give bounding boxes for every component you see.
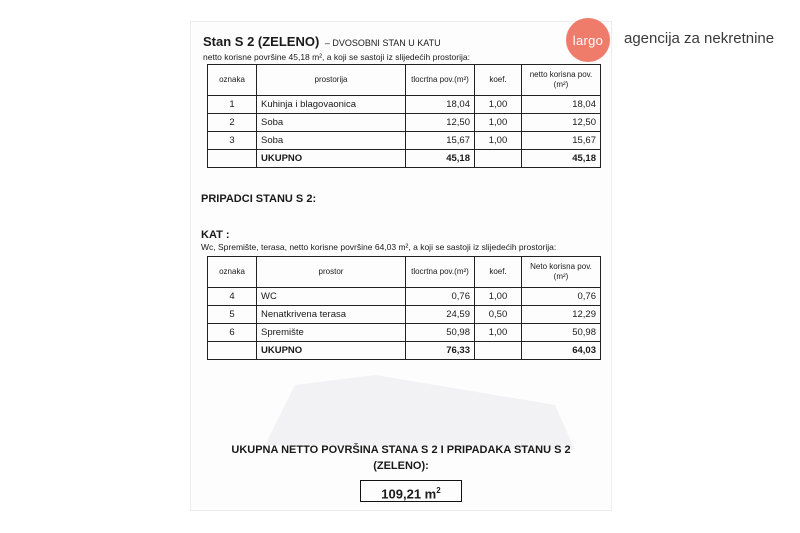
cell-oznaka: 6	[208, 324, 257, 342]
cell-empty	[475, 342, 522, 360]
cell-room: Kuhinja i blagovaonica	[257, 96, 406, 114]
summary-line-1: UKUPNA NETTO POVRŠINA STANA S 2 I PRIPADAKA STANU S 2	[231, 444, 571, 456]
cell-room: Nenatkrivena terasa	[257, 306, 406, 324]
table-header-row	[208, 65, 601, 96]
cell-area: 0,76	[406, 288, 475, 306]
cell-area: 12,50	[406, 114, 475, 132]
cell-oznaka: 2	[208, 114, 257, 132]
col-tlocrtna: tlocrtna pov.(m²)	[406, 65, 475, 96]
total-label: UKUPNO	[257, 342, 406, 360]
cell-net: 0,76	[522, 288, 601, 306]
cell-net: 12,50	[522, 114, 601, 132]
table-row	[208, 96, 601, 114]
table-row	[208, 132, 601, 150]
brand-logo	[566, 18, 610, 62]
cell-coef: 1,00	[475, 324, 522, 342]
apartment-description: netto korisne površine 45,18 m², a koji se sastoji iz slijedećih prostorija:	[203, 52, 470, 62]
cell-oznaka: 1	[208, 96, 257, 114]
cell-net: 15,67	[522, 132, 601, 150]
page-title	[203, 34, 441, 49]
summary-line-2: (ZELENO):	[373, 460, 429, 472]
table-row	[208, 306, 601, 324]
col-koef: koef.	[475, 65, 522, 96]
appurtenances-table	[207, 256, 601, 360]
summary-text	[191, 442, 611, 474]
cell-area: 24,59	[406, 306, 475, 324]
cell-coef: 1,00	[475, 114, 522, 132]
table-total-row	[208, 342, 601, 360]
total-label: UKUPNO	[257, 150, 406, 168]
col-netto: netto korisna pov.(m²)	[522, 65, 601, 96]
kat-description: Wc, Spremište, terasa, netto korisne površine 64,03 m², a koji se sastoji iz slijedećih prostorija:	[201, 242, 557, 252]
cell-oznaka: 3	[208, 132, 257, 150]
appurtenances-heading: PRIPADCI STANU S 2:	[201, 193, 317, 205]
kat-heading: KAT :	[201, 229, 230, 241]
table-header-row	[208, 257, 601, 288]
table-row	[208, 288, 601, 306]
table-row	[208, 324, 601, 342]
cell-oznaka: 4	[208, 288, 257, 306]
cell-room: WC	[257, 288, 406, 306]
total-area-unit: 2	[436, 486, 441, 495]
col-neto: Neto korisna pov.(m²)	[522, 257, 601, 288]
col-oznaka: oznaka	[208, 257, 257, 288]
brand-logo-text: largo	[572, 32, 604, 48]
table-row	[208, 114, 601, 132]
cell-room: Soba	[257, 114, 406, 132]
cell-coef: 1,00	[475, 288, 522, 306]
total-area: 45,18	[406, 150, 475, 168]
cell-coef: 0,50	[475, 306, 522, 324]
col-tlocrtna: tlocrtna pov.(m²)	[406, 257, 475, 288]
col-prostorija: prostorija	[257, 65, 406, 96]
cell-coef: 1,00	[475, 96, 522, 114]
col-koef: koef.	[475, 257, 522, 288]
col-prostor: prostor	[257, 257, 406, 288]
cell-net: 18,04	[522, 96, 601, 114]
cell-empty	[475, 150, 522, 168]
cell-oznaka: 5	[208, 306, 257, 324]
page-title-text: Stan S 2 (ZELENO)	[203, 34, 320, 49]
cell-area: 15,67	[406, 132, 475, 150]
total-area: 76,33	[406, 342, 475, 360]
cell-area: 50,98	[406, 324, 475, 342]
col-oznaka: oznaka	[208, 65, 257, 96]
cell-area: 18,04	[406, 96, 475, 114]
cell-empty	[208, 342, 257, 360]
cell-empty	[208, 150, 257, 168]
total-net: 45,18	[522, 150, 601, 168]
total-area-box	[360, 480, 462, 502]
cell-net: 50,98	[522, 324, 601, 342]
rooms-table	[207, 64, 601, 168]
cell-room: Spremište	[257, 324, 406, 342]
table-total-row	[208, 150, 601, 168]
total-net: 64,03	[522, 342, 601, 360]
cell-coef: 1,00	[475, 132, 522, 150]
page-subtitle: – DVOSOBNI STAN U KATU	[324, 38, 441, 48]
cell-room: Soba	[257, 132, 406, 150]
cell-net: 12,29	[522, 306, 601, 324]
total-area-value: 109,21 m	[381, 486, 437, 502]
brand-tagline: agencija za nekretnine	[624, 30, 775, 47]
